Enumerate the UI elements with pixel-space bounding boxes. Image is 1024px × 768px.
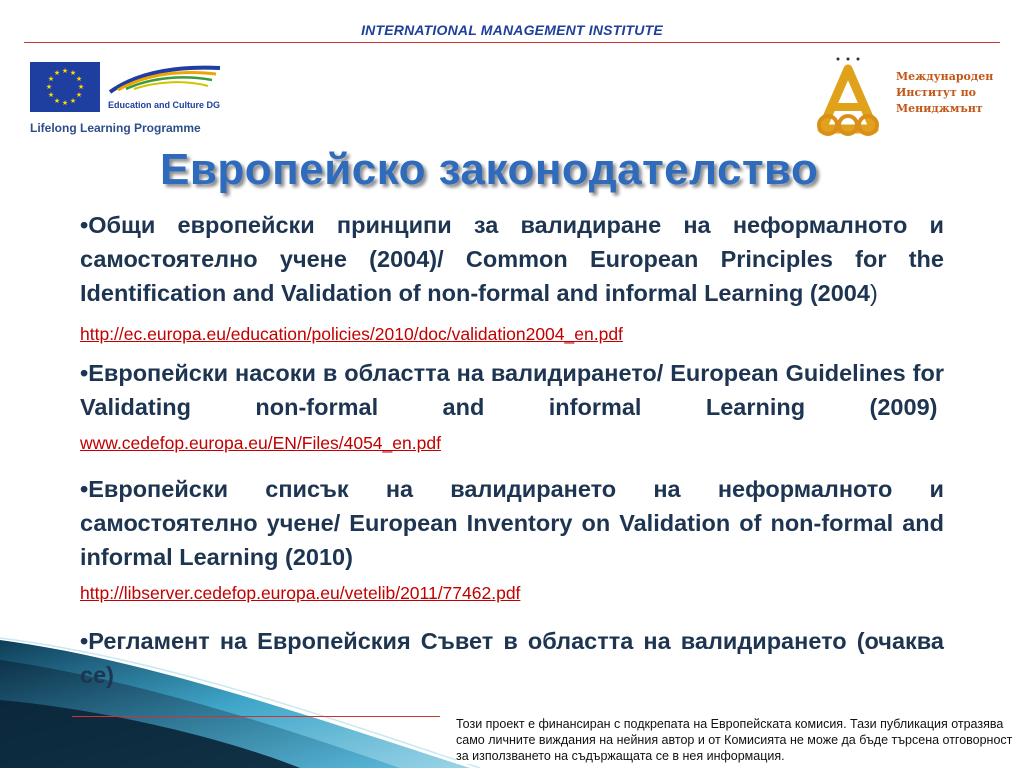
institute-header-title: INTERNATIONAL MANAGEMENT INSTITUTE <box>361 22 663 38</box>
imi-name-line-1: Международен <box>896 70 994 83</box>
svg-text:★: ★ <box>75 91 83 99</box>
item-4-text: •Регламент на Европейския Съвет в областта на валидирането (очаква се) <box>80 628 944 688</box>
svg-text:★: ★ <box>47 91 55 99</box>
item-4 <box>80 624 944 692</box>
footer-divider <box>72 716 440 717</box>
eu-dg-caption: Education and Culture DG <box>108 100 221 110</box>
imi-name-line-3: Мениджмънт <box>896 102 983 115</box>
item-1-link-line <box>80 320 944 346</box>
svg-text:★: ★ <box>77 83 85 91</box>
item-1 <box>80 208 944 310</box>
imi-emblem-icon <box>808 55 892 139</box>
imi-logo <box>808 55 1008 140</box>
item-2-text: •Европейски насоки в областта на валидирането/ European Guidelines for Validating non-formal and informal Learning (2009) <box>80 360 944 420</box>
lifelong-learning-label: Lifelong Learning Programme <box>30 121 201 135</box>
item-1-text: •Общи европейски принципи за валидиране на неформалното и самостоятелно учене (2004)/ Common European Principles for the Identification and Validation of non-formal and informal Learning (2004 <box>80 212 944 306</box>
svg-text:★: ★ <box>47 75 55 83</box>
svg-text:★: ★ <box>61 67 69 75</box>
svg-text:★: ★ <box>75 75 83 83</box>
eu-disclaimer: Този проект е финансиран с подкрепата на Европейската комисия. Тази публикация отразява само личните виждания на нейния автор и от Комисията не може да бъде търсена отговорност за използването на съдържащата се в нея информация. <box>456 716 1018 764</box>
item-1-link[interactable]: http://ec.europa.eu/education/policies/2010/doc/validation2004_en.pdf <box>80 324 623 344</box>
imi-name <box>896 69 993 117</box>
education-culture-swoosh-icon <box>108 62 223 98</box>
item-3 <box>80 472 944 608</box>
header-divider <box>24 42 1000 43</box>
eu-lifelong-learning-logo <box>28 60 228 140</box>
svg-text:★: ★ <box>69 97 77 105</box>
item-3-text: •Европейски списък на валидирането на неформалното и самостоятелно учене/ European Inventory on Validation of non-formal and informal Learning (2010) <box>80 476 944 570</box>
item-2-link[interactable]: www.cedefop.europa.eu/EN/Files/4054_en.pdf <box>80 433 441 453</box>
eu-flag-icon <box>30 62 100 112</box>
svg-text:★: ★ <box>45 83 53 91</box>
item-1-closing: ) <box>869 280 878 306</box>
slide-title: Европейско законодателство <box>160 145 819 194</box>
svg-text:★: ★ <box>61 99 69 107</box>
item-3-link[interactable]: http://libserver.cedefop.europa.eu/vetelib/2011/77462.pdf <box>80 583 521 603</box>
svg-text:★: ★ <box>53 97 61 105</box>
item-2 <box>80 356 944 460</box>
imi-name-line-2: Институт по <box>896 86 977 99</box>
svg-text:★: ★ <box>69 69 77 77</box>
svg-text:★: ★ <box>53 69 61 77</box>
slide-content <box>80 208 944 692</box>
